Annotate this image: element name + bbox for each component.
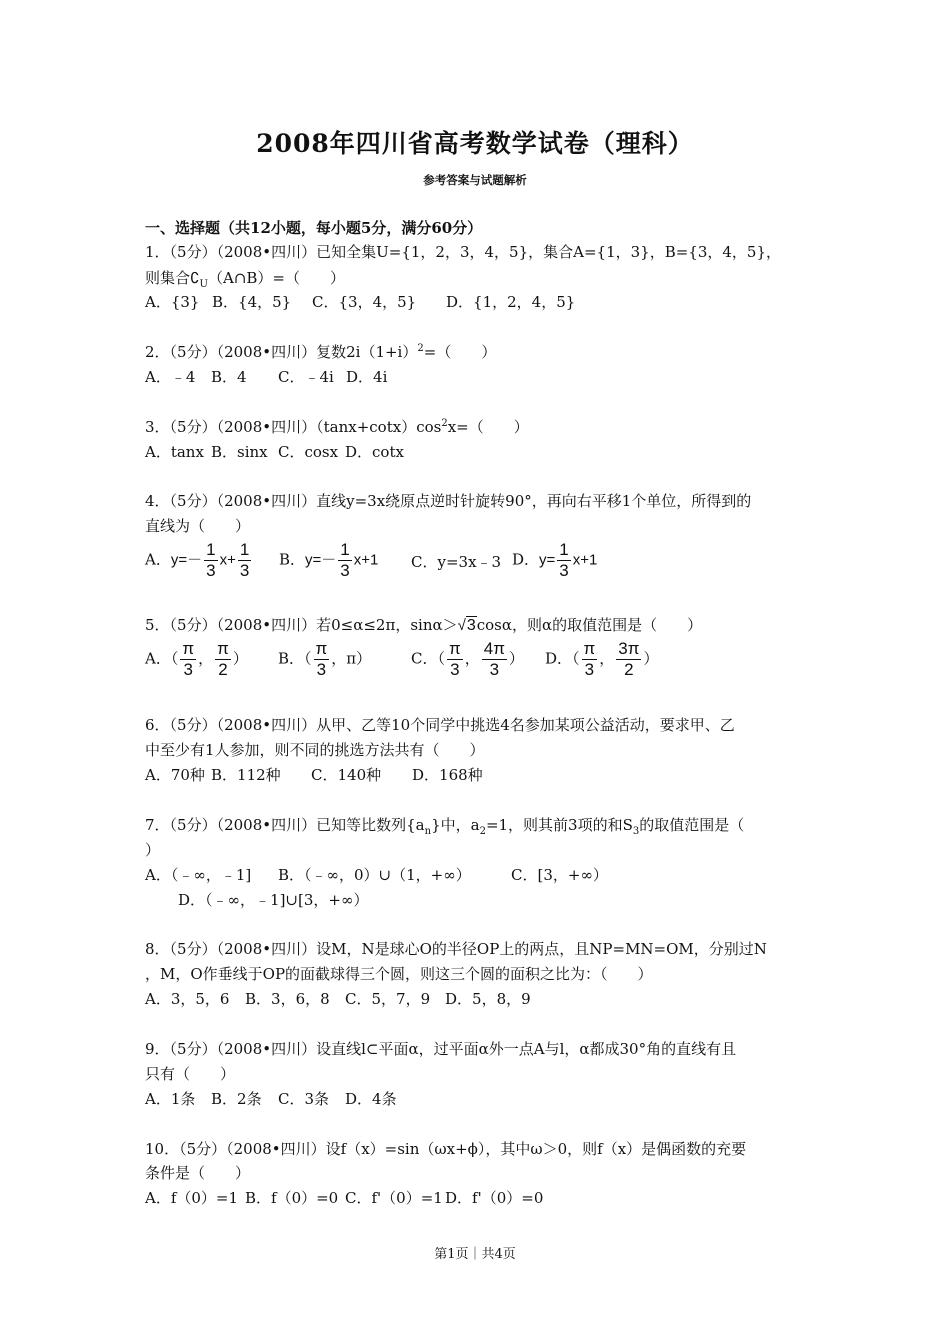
q1-option-a: A．{3} [145, 293, 200, 311]
q5-option-d: D．（ $\frac{\pi}{3}$ ， $\frac{3\pi}{2}$ ） [545, 639, 659, 679]
fraction: $\frac{\pi}{3}$ [315, 639, 328, 679]
q10-stem-line2: 条件是（ ） [145, 1164, 251, 1182]
q4-option-d: D．y= $\frac{1}{3}$ x+1 [512, 540, 598, 580]
q5-option-a: A．（ $\frac{\pi}{3}$ ， $\frac{\pi}{2}$ ） [145, 639, 248, 679]
fraction: $\frac{\pi}{3}$ [448, 639, 461, 679]
square-root: √3 [457, 617, 476, 634]
fraction: $\frac{1}{3}$ [340, 540, 350, 580]
q9-stem-line1: 9．（5分）（2008•四川）设直线l⊂平面α，过平面α外一点A与l，α都成30°角的直线有且 [145, 1040, 737, 1058]
section-heading: 一、选择题（共12小题，每小题5分，满分60分） [145, 219, 483, 237]
q4-option-a: A．y=－ $\frac{1}{3}$ x+ $\frac{1}{3}$ [145, 540, 250, 580]
fraction: $\frac{\pi}{3}$ [583, 639, 596, 679]
q5-option-c: C．（ $\frac{\pi}{3}$ ， $\frac{4\pi}{3}$ ） [411, 639, 524, 679]
q7-stem-line1: 7．（5分）（2008•四川）已知等比数列$\{a_n\}$中，$a_2=1$，则其前3项的和$S_3$的取值范围是（ [145, 816, 745, 837]
page-subtitle: 参考答案与试题解析 [423, 173, 527, 187]
q7-option-c: C．[3，+∞） [511, 866, 608, 884]
q1-stem-line1: 1．（5分）（2008•四川）已知全集U={1，2，3，4，5}，集合A={1，3}，B={3，4，5}， [145, 243, 782, 261]
q10-option-b: B．f（0）=0 [245, 1189, 339, 1207]
q6-stem-line2: 中至少有1人参加，则不同的挑选方法共有（ ） [145, 741, 485, 759]
q8-stem-line2: ，M，O作垂线于OP的面截球得三个圆，则这三个圆的面积之比为：（ ） [145, 965, 653, 983]
fraction: $\frac{\pi}{2}$ [217, 639, 229, 679]
q10-option-d: D．f'（0）=0 [445, 1189, 544, 1207]
q1-option-c: C．{3，4，5} [312, 293, 417, 311]
q8-option-c: C．5，7，9 [345, 990, 431, 1008]
fraction: $\frac{\pi}{3}$ [182, 639, 195, 679]
q6-option-d: D．168种 [412, 766, 483, 784]
q6-stem-line1: 6．（5分）（2008•四川）从甲、乙等10个同学中挑选4名参加某项公益活动，要求甲、乙 [145, 716, 735, 734]
q3-option-d: D．cotx [345, 443, 404, 461]
q6-option-b: B．112种 [211, 766, 281, 784]
q7-stem-line2: ） [145, 841, 161, 859]
q7-option-d: D．（﹣∞，﹣1]∪[3，+∞） [178, 891, 369, 909]
fraction: $\frac{3\pi}{2}$ [618, 639, 640, 679]
q2-option-a: A．﹣4 [145, 368, 196, 386]
q9-option-d: D．4条 [345, 1090, 397, 1108]
q1-stem-line2: 则集合$∁_U(A\cap B)=$（ ） [145, 269, 345, 290]
q9-option-a: A．1条 [145, 1090, 196, 1108]
q4-option-b: B．y=－ $\frac{1}{3}$ x+1 [279, 540, 379, 580]
page-footer: 第1页｜共4页 [434, 1247, 516, 1262]
q6-option-a: A．70种 [145, 766, 205, 784]
q3-stem: 3．（5分）（2008•四川）$(\tan x+\cot x)\cos^2x=$（ ） [145, 418, 529, 436]
q10-stem-line1: 10．（5分）（2008•四川）设f（x）=sin（ωx+ϕ），其中ω＞0，则f（x）是偶函数的充要 [145, 1140, 747, 1158]
q3-option-b: B．sinx [211, 443, 268, 461]
q5-stem: 5．（5分）（2008•四川）若0≤α≤2π，sinα＞√3cosα，则α的取值范围是（ ） [145, 616, 703, 634]
q10-option-c: C．f'（0）=1 [345, 1189, 443, 1207]
q1-option-d: D．{1，2，4，5} [446, 293, 576, 311]
q8-option-a: A．3，5，6 [145, 990, 230, 1008]
q4-option-c: C．y=3x﹣3 [411, 553, 502, 571]
fraction: $\frac{4\pi}{3}$ [483, 639, 505, 679]
q2-option-d: D．4i [346, 368, 388, 386]
q3-option-a: A．tanx [145, 443, 204, 461]
fraction: $\frac{1}{3}$ [559, 540, 569, 580]
q2-option-b: B．4 [211, 368, 247, 386]
q8-stem-line1: 8．（5分）（2008•四川）设M，N是球心O的半径OP上的两点，且NP=MN=OM，分别过N [145, 940, 767, 958]
page-title: 2008年四川省高考数学试卷（理科） [256, 129, 694, 158]
q9-stem-line2: 只有（ ） [145, 1065, 236, 1083]
q7-option-a: A．（﹣∞，﹣1] [145, 866, 252, 884]
q7-option-b: B．（﹣∞，0）∪（1，+∞） [278, 866, 471, 884]
q10-option-a: A．f（0）=1 [145, 1189, 239, 1207]
q5-option-b: B．（ $\frac{\pi}{3}$ ，π） [278, 639, 372, 679]
q1-option-b: B．{4，5} [212, 293, 292, 311]
fraction: $\frac{1}{3}$ [206, 540, 216, 580]
q8-option-d: D．5，8，9 [445, 990, 531, 1008]
q2-option-c: C．﹣4i [278, 368, 334, 386]
q6-option-c: C．140种 [311, 766, 382, 784]
q2-stem: 2．（5分）（2008•四川）复数$2i(1+i)^2=$（ ） [145, 343, 497, 361]
q3-option-c: C．cosx [278, 443, 339, 461]
q4-stem-line2: 直线为（ ） [145, 517, 251, 535]
q9-option-b: B．2条 [211, 1090, 262, 1108]
q8-option-b: B．3，6，8 [245, 990, 330, 1008]
fraction: $\frac{1}{3}$ [239, 540, 250, 580]
q9-option-c: C．3条 [278, 1090, 330, 1108]
q4-stem-line1: 4．（5分）（2008•四川）直线y=3x绕原点逆时针旋转90°，再向右平移1个单位，所得到的 [145, 492, 752, 510]
